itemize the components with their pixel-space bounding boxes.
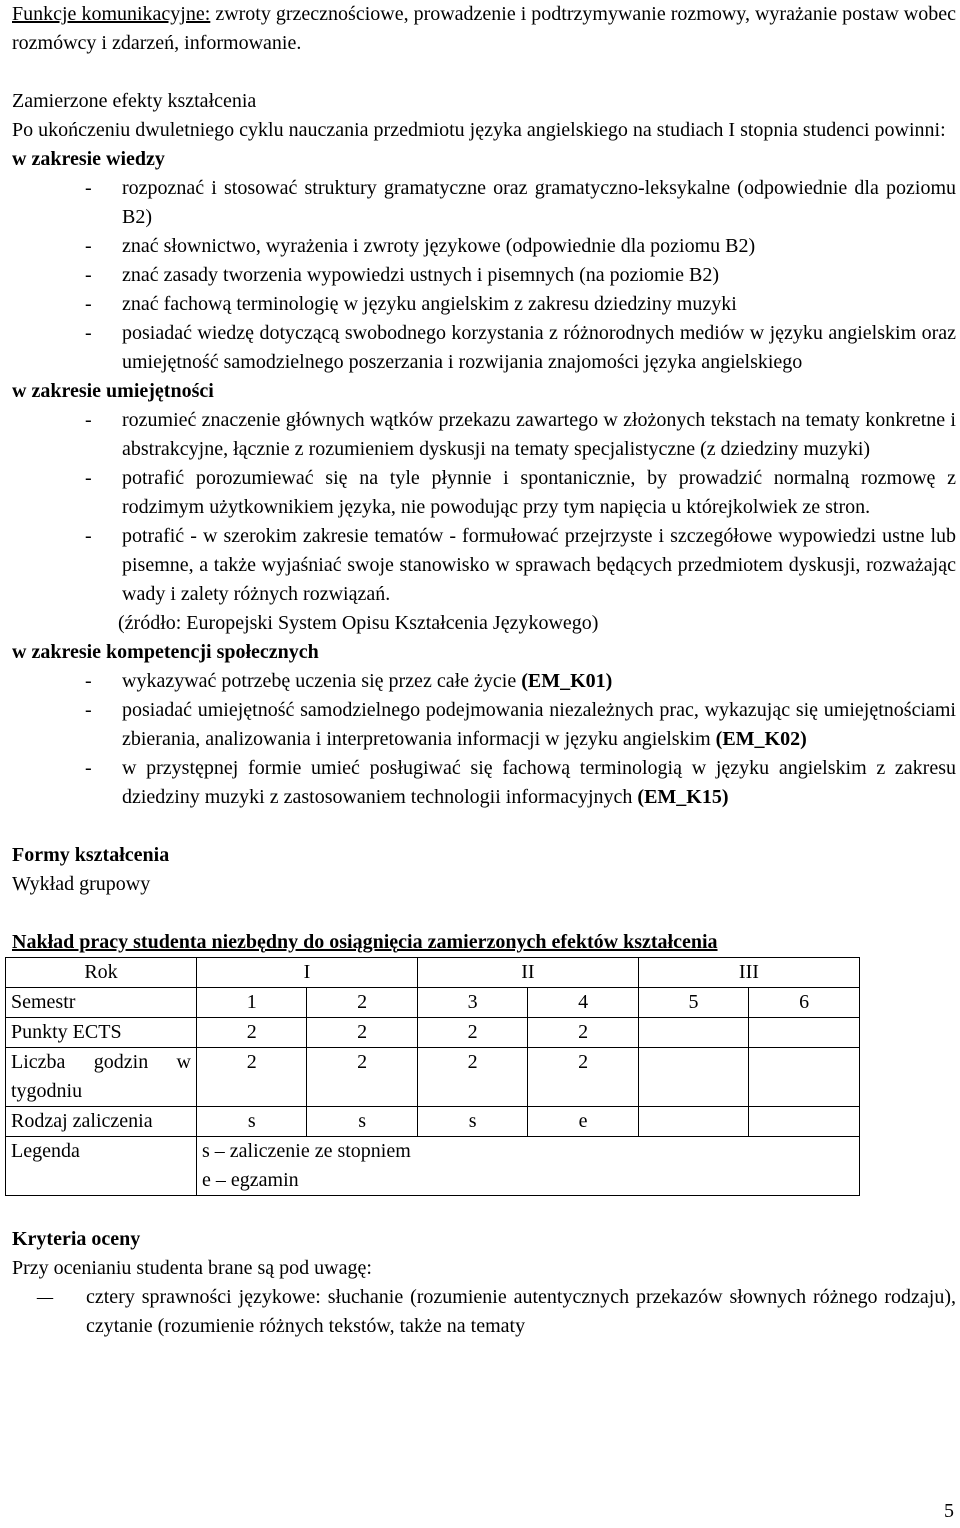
effect-code: (EM_K01) (521, 670, 613, 692)
efekty-heading: Zamierzone efekty kształcenia (12, 90, 257, 112)
table-cell: e (528, 1107, 638, 1137)
table-row (6, 1018, 860, 1048)
list-item: - rozpoznać i stosować struktury gramatyczne oraz gramatyczno-leksykalne (odpowiednie dla poziomu B2) (12, 174, 956, 232)
table-cell (749, 1048, 860, 1107)
table-row (6, 1107, 860, 1137)
table-cell: Legenda (6, 1137, 197, 1196)
table-cell: 2 (307, 1018, 417, 1048)
naklad-heading: Nakład pracy studenta niezbędny do osiągnięcia zamierzonych efektów kształcenia (12, 931, 718, 953)
page-number: 5 (944, 1500, 954, 1522)
table-cell: 2 (528, 1018, 638, 1048)
table-cell: 2 (197, 1018, 307, 1048)
wiedza-list (12, 174, 956, 377)
legend-line: s – zaliczenie ze stopniem (202, 1140, 411, 1162)
table-cell: I (197, 958, 418, 988)
kryteria-heading: Kryteria oceny (12, 1228, 141, 1250)
table-cell (749, 1018, 860, 1048)
legend-line: e – egzamin (202, 1169, 299, 1191)
list-item: – cztery sprawności językowe: słuchanie (rozumienie autentycznych przekazów słownych różnego rodzaju), czytanie (rozumienie różnych tekstów, także na tematy (12, 1283, 956, 1341)
legend-cell (197, 1137, 860, 1196)
table-cell: s (417, 1107, 527, 1137)
intro-text: zwroty grzecznościowe, prowadzenie i podtrzymywanie rozmowy, wyrażanie postaw wobec rozmówcy i zdarzeń, informowanie. (12, 3, 957, 54)
table-cell: 1 (197, 988, 307, 1018)
formy-text: Wykład grupowy (12, 873, 151, 895)
table-row (6, 958, 860, 988)
effect-code: (EM_K02) (715, 728, 807, 750)
item-text: posiadać umiejętność samodzielnego podejmowania niezależnych prac, wykazując się umiejętnościami zbierania, analizowania i interpretowania informacji w języku angielskim (122, 699, 956, 750)
kompetencje-list (12, 667, 956, 812)
table-cell: 3 (417, 988, 527, 1018)
intro-paragraph (12, 0, 956, 58)
table-cell: 2 (307, 988, 417, 1018)
table-cell: Rok (6, 958, 197, 988)
document-page (12, 0, 956, 1341)
table-cell: 6 (749, 988, 860, 1018)
wiedza-heading: w zakresie wiedzy (12, 148, 165, 170)
list-item: - znać fachową terminologię w języku angielskim z zakresu dziedziny muzyki (12, 290, 956, 319)
kryteria-intro: Przy ocenianiu studenta brane są pod uwagę: (12, 1257, 372, 1279)
table-cell (638, 1048, 748, 1107)
list-item: - posiadać wiedzę dotyczącą swobodnego korzystania z różnorodnych mediów w języku angielskim oraz umiejętność samodzielnego poszerzania i rozwijania znajomości języka angielskiego (12, 319, 956, 377)
table-cell: 2 (307, 1048, 417, 1107)
list-item: - rozumieć znaczenie głównych wątków przekazu zawartego w złożonych tekstach na tematy konkretne i abstrakcyjne, łącznie z rozumieniem dyskusji na tematy specjalistyczne (z dziedziny muzyki) (12, 406, 956, 464)
table-cell: 4 (528, 988, 638, 1018)
table-cell: s (307, 1107, 417, 1137)
list-item (12, 696, 956, 754)
table-cell: Semestr (6, 988, 197, 1018)
table-cell: s (197, 1107, 307, 1137)
table-cell: 5 (638, 988, 748, 1018)
table-cell: 2 (197, 1048, 307, 1107)
source-note: (źródło: Europejski System Opisu Kształcenia Językowego) (118, 612, 599, 634)
table-cell: 2 (528, 1048, 638, 1107)
table-cell: III (638, 958, 859, 988)
item-text: wykazywać potrzebę uczenia się przez całe życie (122, 670, 522, 692)
item-text: w przystępnej formie umieć posługiwać się fachową terminologią w języku angielskim z zakresu dziedziny muzyki z zastosowaniem technologii informacyjnych (122, 757, 956, 808)
list-item (12, 754, 956, 812)
efekty-intro: Po ukończeniu dwuletniego cyklu nauczania przedmiotu języka angielskiego na studiach I stopnia studenci powinni: (12, 119, 946, 141)
table-cell (638, 1107, 748, 1137)
list-item (12, 667, 956, 696)
umiejetnosci-heading: w zakresie umiejętności (12, 380, 214, 402)
umiejetnosci-list (12, 406, 956, 609)
kompetencje-heading: w zakresie kompetencji społecznych (12, 641, 319, 663)
effect-code: (EM_K15) (637, 786, 729, 808)
table-row (6, 1048, 860, 1107)
table-cell: 2 (417, 1048, 527, 1107)
intro-label: Funkcje komunikacyjne: (12, 3, 211, 25)
table-cell: Punkty ECTS (6, 1018, 197, 1048)
table-cell (749, 1107, 860, 1137)
kryteria-list (12, 1283, 956, 1341)
list-item: - potrafić - w szerokim zakresie tematów - formułować przejrzyste i szczegółowe wypowiedzi ustne lub pisemne, a także wyjaśniać swoje stanowisko w sprawach będących przedmiotem dyskusji, rozważając wady i zalety różnych rozwiązań. (12, 522, 956, 609)
table-row (6, 988, 860, 1018)
table-cell: II (417, 958, 638, 988)
ects-table (5, 957, 860, 1196)
formy-heading: Formy kształcenia (12, 844, 170, 866)
table-cell: 2 (417, 1018, 527, 1048)
table-cell: Liczba godzin w tygodniu (6, 1048, 197, 1107)
table-cell: Rodzaj zaliczenia (6, 1107, 197, 1137)
list-item: - potrafić porozumiewać się na tyle płynnie i spontanicznie, by prowadzić normalną rozmowę z rodzimym użytkownikiem języka, nie powodując przy tym napięcia u którejkolwiek ze stron. (12, 464, 956, 522)
list-item: - znać zasady tworzenia wypowiedzi ustnych i pisemnych (na poziomie B2) (12, 261, 956, 290)
list-item: - znać słownictwo, wyrażenia i zwroty językowe (odpowiednie dla poziomu B2) (12, 232, 956, 261)
table-row (6, 1137, 860, 1196)
table-cell (638, 1018, 748, 1048)
